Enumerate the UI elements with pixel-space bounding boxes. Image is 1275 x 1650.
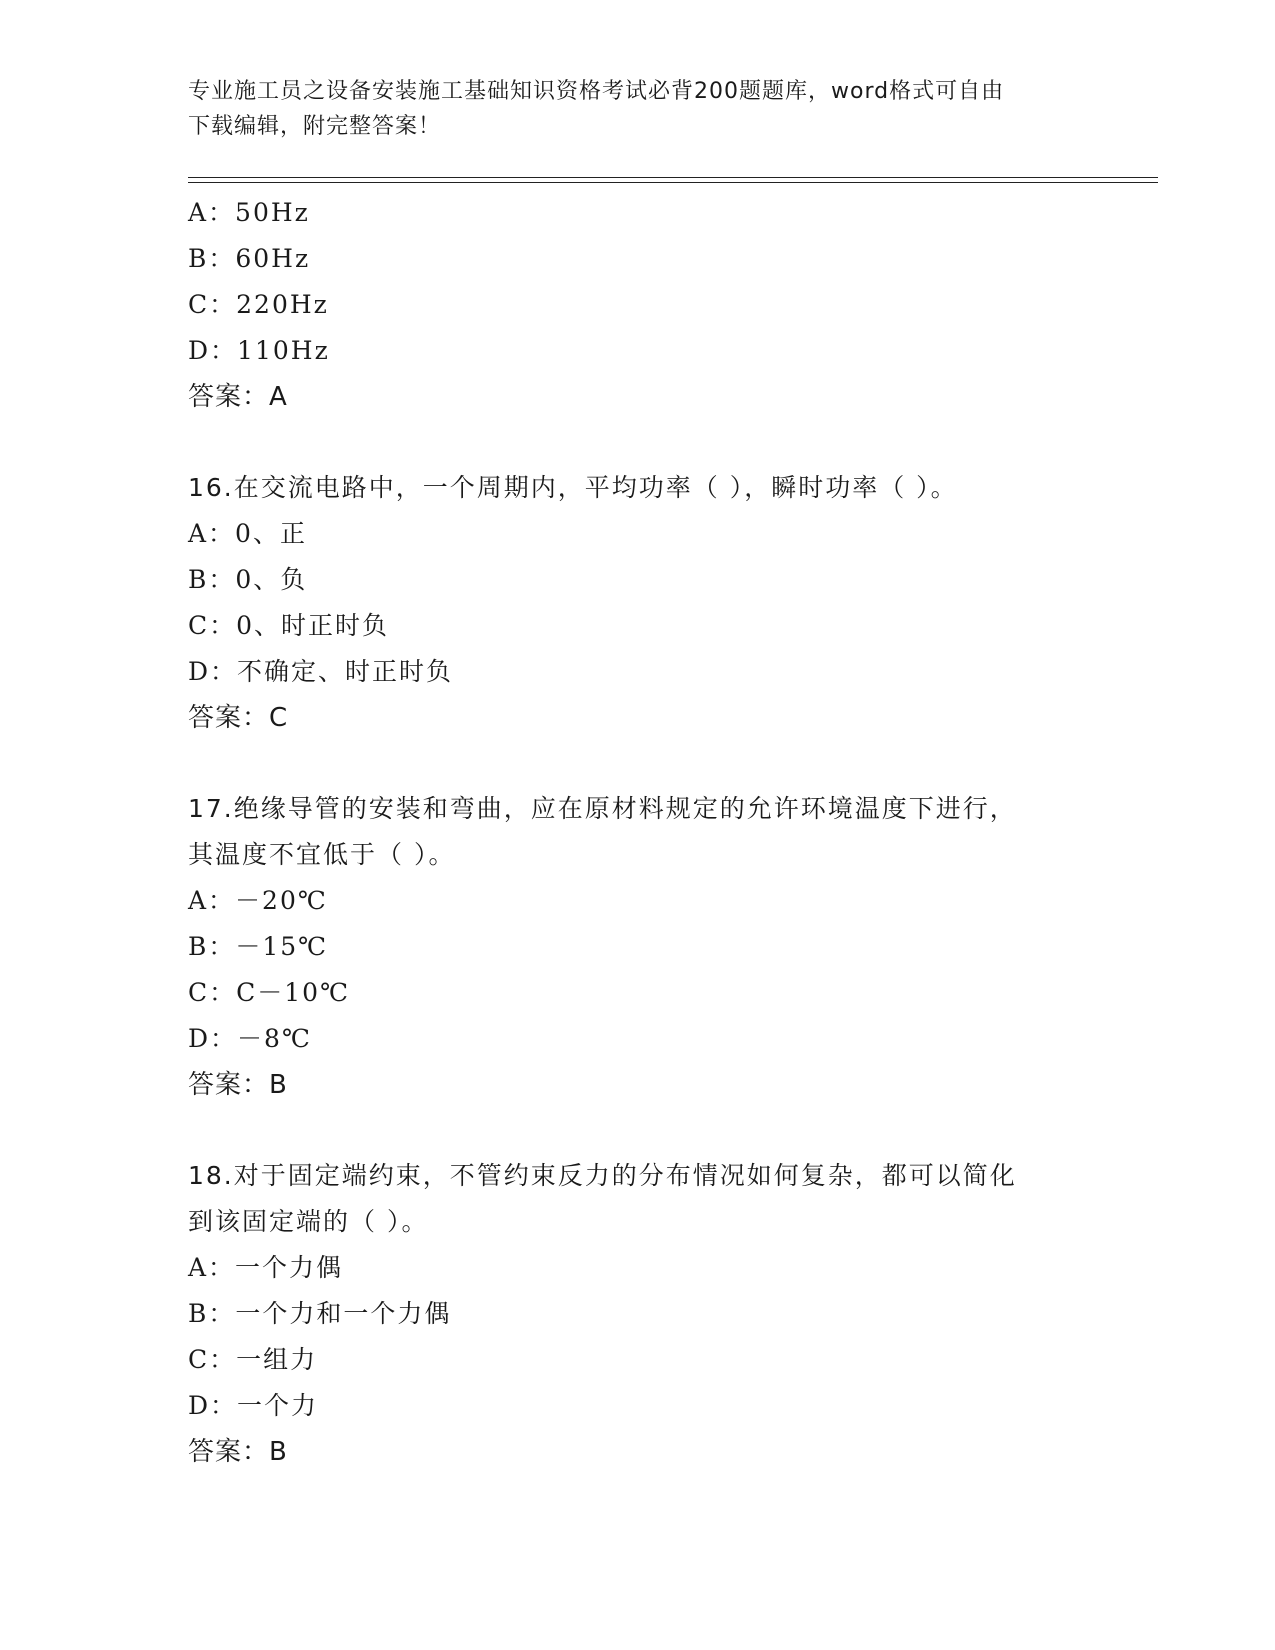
document-header	[188, 74, 1088, 144]
question-line: 17.绝缘导管的安装和弯曲，应在原材料规定的允许环境温度下进行，	[188, 794, 1017, 823]
question-15-block	[188, 190, 1088, 420]
option-c: C：C－10℃	[188, 978, 351, 1007]
question-list	[188, 190, 1088, 1475]
header-divider-bottom	[188, 182, 1158, 183]
option-b: B：60Hz	[188, 244, 311, 273]
answer-label: 答案：B	[188, 1437, 288, 1467]
header-divider-top	[188, 177, 1158, 178]
option-b: B：－15℃	[188, 932, 329, 961]
question-line: 到该固定端的（ ）。	[188, 1207, 429, 1236]
option-b: B：0、负	[188, 565, 308, 594]
option-d: D：110Hz	[188, 336, 330, 365]
question-17-block	[188, 786, 1088, 1108]
answer-label: 答案：C	[188, 703, 289, 733]
option-a: A：50Hz	[188, 198, 310, 227]
option-d: D：－8℃	[188, 1024, 312, 1053]
option-a: A：－20℃	[188, 886, 328, 915]
question-18-text	[188, 1153, 1088, 1245]
header-line-1: 专业施工员之设备安装施工基础知识资格考试必背200题题库，word格式可自由	[188, 79, 1005, 104]
option-d: D：一个力	[188, 1391, 319, 1420]
question-line: 18.对于固定端约束，不管约束反力的分布情况如何复杂，都可以简化	[188, 1161, 1017, 1190]
answer-label: 答案：B	[188, 1070, 288, 1100]
option-a: A：0、正	[188, 519, 307, 548]
header-line-2: 下载编辑，附完整答案！	[188, 114, 442, 139]
option-c: C：220Hz	[188, 290, 329, 319]
option-a: A：一个力偶	[188, 1253, 344, 1282]
question-18-block	[188, 1153, 1088, 1475]
question-line: 16.在交流电路中，一个周期内，平均功率（ ），瞬时功率（ ）。	[188, 473, 958, 502]
option-c: C：0、时正时负	[188, 611, 390, 640]
option-c: C：一组力	[188, 1345, 318, 1374]
option-d: D：不确定、时正时负	[188, 657, 454, 686]
question-16-text	[188, 465, 1088, 511]
answer-label: 答案：A	[188, 382, 288, 412]
question-16-block	[188, 465, 1088, 741]
question-17-text	[188, 786, 1088, 878]
option-b: B：一个力和一个力偶	[188, 1299, 452, 1328]
question-line: 其温度不宜低于（ ）。	[188, 840, 456, 869]
